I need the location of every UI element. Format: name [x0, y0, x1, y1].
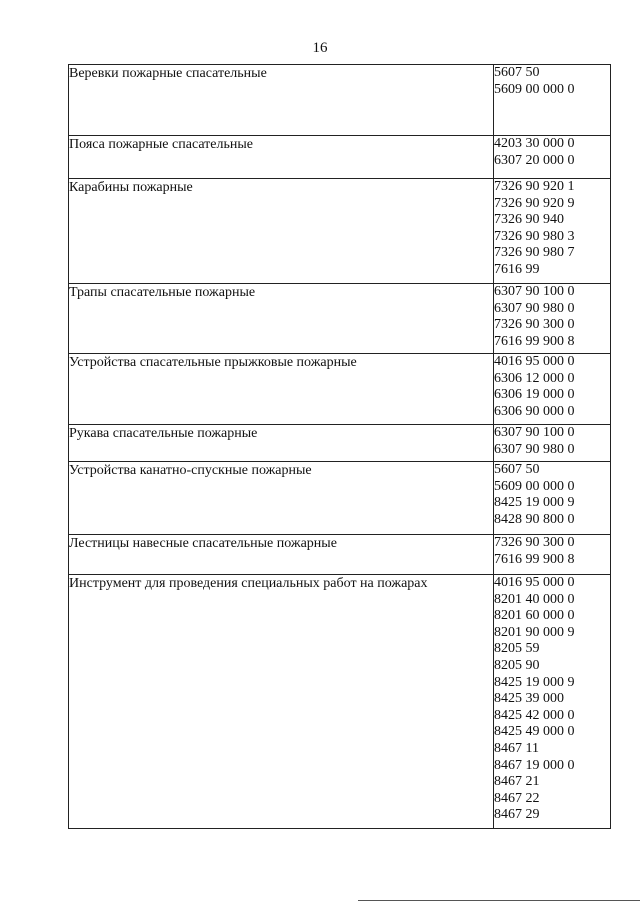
code-value: 7326 90 920 9 — [494, 195, 575, 211]
product-name: Лестницы навесные спасательные пожарные — [69, 535, 494, 575]
code-value: 5607 50 — [494, 65, 540, 80]
table-row — [69, 425, 611, 462]
code-value: 6307 90 980 0 — [494, 300, 575, 316]
code-list — [494, 354, 611, 425]
code-list — [494, 179, 611, 284]
product-name: Устройства спасательные прыжковые пожарные — [69, 354, 494, 425]
code-value: 8201 60 000 0 — [494, 608, 575, 624]
product-codes-table — [68, 64, 611, 829]
code-value: 8205 59 — [494, 641, 540, 657]
code-list — [494, 284, 611, 354]
code-value: 8425 19 000 9 — [494, 674, 575, 690]
code-value: 7326 90 980 7 — [494, 245, 575, 261]
code-value: 7616 99 900 8 — [494, 551, 575, 567]
code-list — [494, 535, 611, 575]
code-value: 5607 50 — [494, 462, 540, 477]
code-value: 8467 29 — [494, 807, 540, 823]
code-value: 4203 30 000 0 — [494, 136, 575, 151]
table-row — [69, 284, 611, 354]
table-row — [69, 179, 611, 284]
page-number: 16 — [312, 40, 328, 56]
code-value: 8425 19 000 9 — [494, 495, 575, 511]
table-row — [69, 462, 611, 535]
code-value: 6307 20 000 0 — [494, 152, 575, 168]
code-value: 6306 12 000 0 — [494, 370, 575, 386]
table-row — [69, 354, 611, 425]
code-value: 7326 90 920 1 — [494, 179, 575, 194]
code-value: 5609 00 000 0 — [494, 81, 575, 97]
code-value: 7616 99 900 8 — [494, 333, 575, 349]
product-name: Устройства канатно-спускные пожарные — [69, 462, 494, 535]
code-value: 6307 90 100 0 — [494, 284, 575, 299]
code-value: 7326 90 940 — [494, 212, 564, 228]
product-name: Трапы спасательные пожарные — [69, 284, 494, 354]
table-row — [69, 136, 611, 179]
table-row — [69, 65, 611, 136]
product-name: Пояса пожарные спасательные — [69, 136, 494, 179]
code-value: 7616 99 — [494, 261, 540, 277]
code-value: 8428 90 800 0 — [494, 511, 575, 527]
product-name: Рукава спасательные пожарные — [69, 425, 494, 462]
code-value: 8205 90 — [494, 657, 540, 673]
code-value: 4016 95 000 0 — [494, 354, 575, 369]
code-list — [494, 136, 611, 179]
code-value: 8201 90 000 9 — [494, 624, 575, 640]
product-name: Карабины пожарные — [69, 179, 494, 284]
table-row — [69, 535, 611, 575]
product-name: Инструмент для проведения специальных работ на пожарах — [69, 575, 494, 829]
code-value: 8467 19 000 0 — [494, 757, 575, 773]
code-value: 7326 90 300 0 — [494, 535, 575, 550]
code-value: 8467 11 — [494, 740, 539, 756]
code-list — [494, 65, 611, 136]
code-value: 6307 90 980 0 — [494, 441, 575, 457]
code-list — [494, 425, 611, 462]
code-value: 7326 90 300 0 — [494, 317, 575, 333]
code-value: 5609 00 000 0 — [494, 478, 575, 494]
bottom-rule — [358, 900, 640, 901]
code-value: 7326 90 980 3 — [494, 228, 575, 244]
code-value: 8425 49 000 0 — [494, 724, 575, 740]
code-list — [494, 462, 611, 535]
code-list — [494, 575, 611, 829]
code-value: 4016 95 000 0 — [494, 575, 575, 590]
code-value: 8425 39 000 — [494, 691, 564, 707]
product-name: Веревки пожарные спасательные — [69, 65, 494, 136]
code-value: 8201 40 000 0 — [494, 591, 575, 607]
code-value: 6306 90 000 0 — [494, 403, 575, 419]
table-row — [69, 575, 611, 829]
code-value: 6306 19 000 0 — [494, 387, 575, 403]
code-value: 8467 21 — [494, 774, 540, 790]
code-value: 6307 90 100 0 — [494, 425, 575, 440]
code-value: 8425 42 000 0 — [494, 707, 575, 723]
code-value: 8467 22 — [494, 790, 540, 806]
